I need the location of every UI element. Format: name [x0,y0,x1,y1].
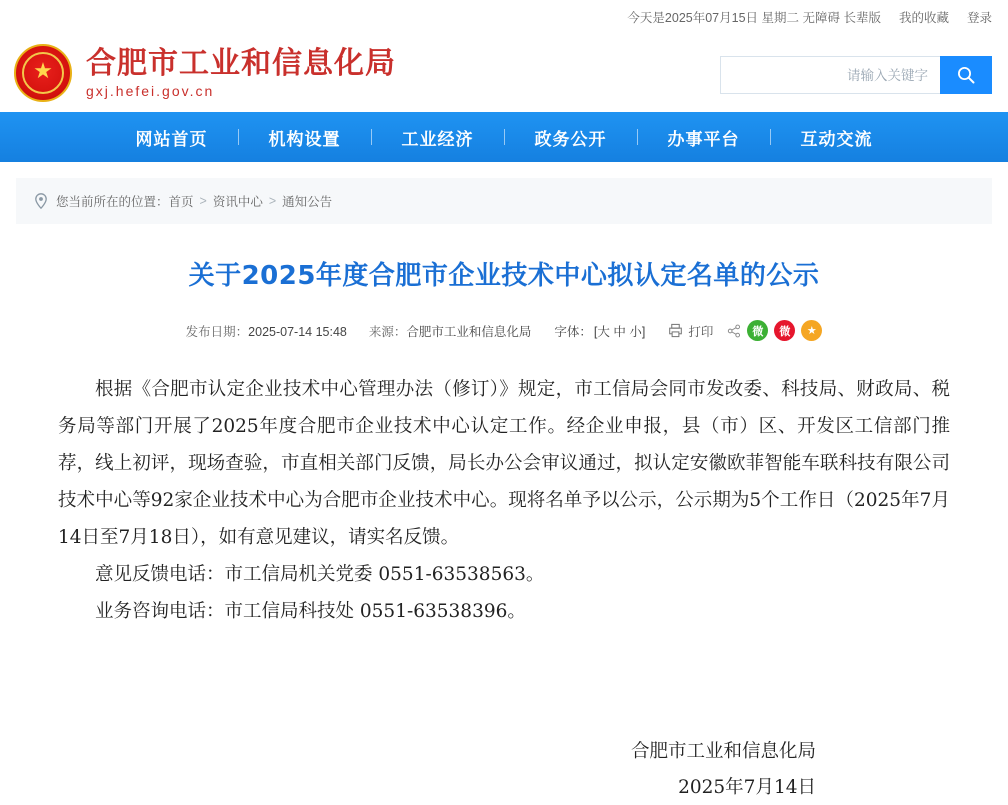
national-emblem-icon [14,44,72,102]
source [369,322,532,340]
search-input[interactable] [720,56,940,94]
article-paragraph: 业务咨询电话：市工信局科技处 0551-63538396。 [95,601,526,623]
font-size-options[interactable]: [大 中 小] [593,324,646,339]
share-icon[interactable] [727,324,741,338]
signature-org: 合肥市工业和信息化局 [630,741,816,763]
breadcrumb-separator: > [268,194,277,208]
site-header [0,34,1008,112]
nav-item-industrial-economy[interactable]: 工业经济 [401,129,474,149]
breadcrumb [16,178,992,224]
today-date-text: 今天是2025年07月15日 星期二 无障碍 长辈版 [627,11,881,25]
page-title: 关于2025年度合肥市企业技术中心拟认定名单的公示 [188,261,820,291]
article-container [0,224,1008,805]
site-search [720,56,992,94]
site-title: 合肥市工业和信息化局 [86,46,396,81]
main-navigation [0,112,1008,162]
article-paragraph: 意见反馈电话：市工信局机关党委 0551-63538563。 [95,564,545,586]
breadcrumb-item-notice[interactable]: 通知公告 [282,195,333,209]
site-identity [86,47,396,99]
source-value: 合肥市工业和信息化局 [406,324,532,339]
signature-date: 2025年7月14日 [678,776,816,798]
share-group [727,320,822,341]
font-size-control[interactable] [553,322,646,340]
publish-date-value: 2025-07-14 15:48 [248,324,347,339]
article-body [58,371,950,630]
site-domain: gxj.hefei.gov.cn [86,83,215,99]
source-label: 来源： [368,324,407,339]
publish-date [186,322,347,340]
nav-item-government-affairs[interactable]: 政务公开 [534,129,607,149]
wechat-share-icon[interactable]: 微 [747,320,768,341]
my-favorites-link[interactable]: 我的收藏 [898,11,949,25]
breadcrumb-separator: > [199,194,207,208]
print-label: 打印 [688,324,714,339]
font-size-label: 字体： [554,324,592,339]
article-meta [58,320,950,341]
location-pin-icon [34,193,48,209]
article-signature [58,734,950,804]
publish-date-label: 发布日期： [185,324,249,339]
search-icon [956,65,976,85]
emblem-star: ★ [33,58,53,83]
nav-item-interaction[interactable]: 互动交流 [800,129,873,149]
printer-icon [668,323,683,338]
print-button[interactable] [668,322,713,340]
breadcrumb-prefix: 您当前所在的位置： [56,195,169,209]
login-link[interactable]: 登录 [966,11,992,25]
breadcrumb-item-news-center[interactable]: 资讯中心 [212,195,263,209]
search-button[interactable] [940,56,992,94]
nav-item-organization[interactable]: 机构设置 [268,129,341,149]
article-paragraph: 根据《合肥市认定企业技术中心管理办法（修订）》规定，市工信局会同市发改委、科技局、财政局、税务局等部门开展了2025年度合肥市企业技术中心认定工作。经企业申报，县（市）区、开发区工信部门推荐，线上初评，现场查验，市直相关部门反馈，局长办公会审议通过，拟认定安徽欧菲智能车联科技有限公司技术中心等92家企业技术中心为合肥市企业技术中心。现将名单予以公示，公示期为5个工作日（2025年7月14日至7月18日），如有意见建议，请实名反馈。 [58,379,950,549]
top-utility-bar [0,0,1008,34]
favorite-share-icon[interactable]: ★ [801,320,822,341]
nav-item-home[interactable]: 网站首页 [135,129,208,149]
nav-item-service-platform[interactable]: 办事平台 [667,129,740,149]
breadcrumb-item-home[interactable]: 首页 [168,195,194,209]
weibo-share-icon[interactable]: 微 [774,320,795,341]
